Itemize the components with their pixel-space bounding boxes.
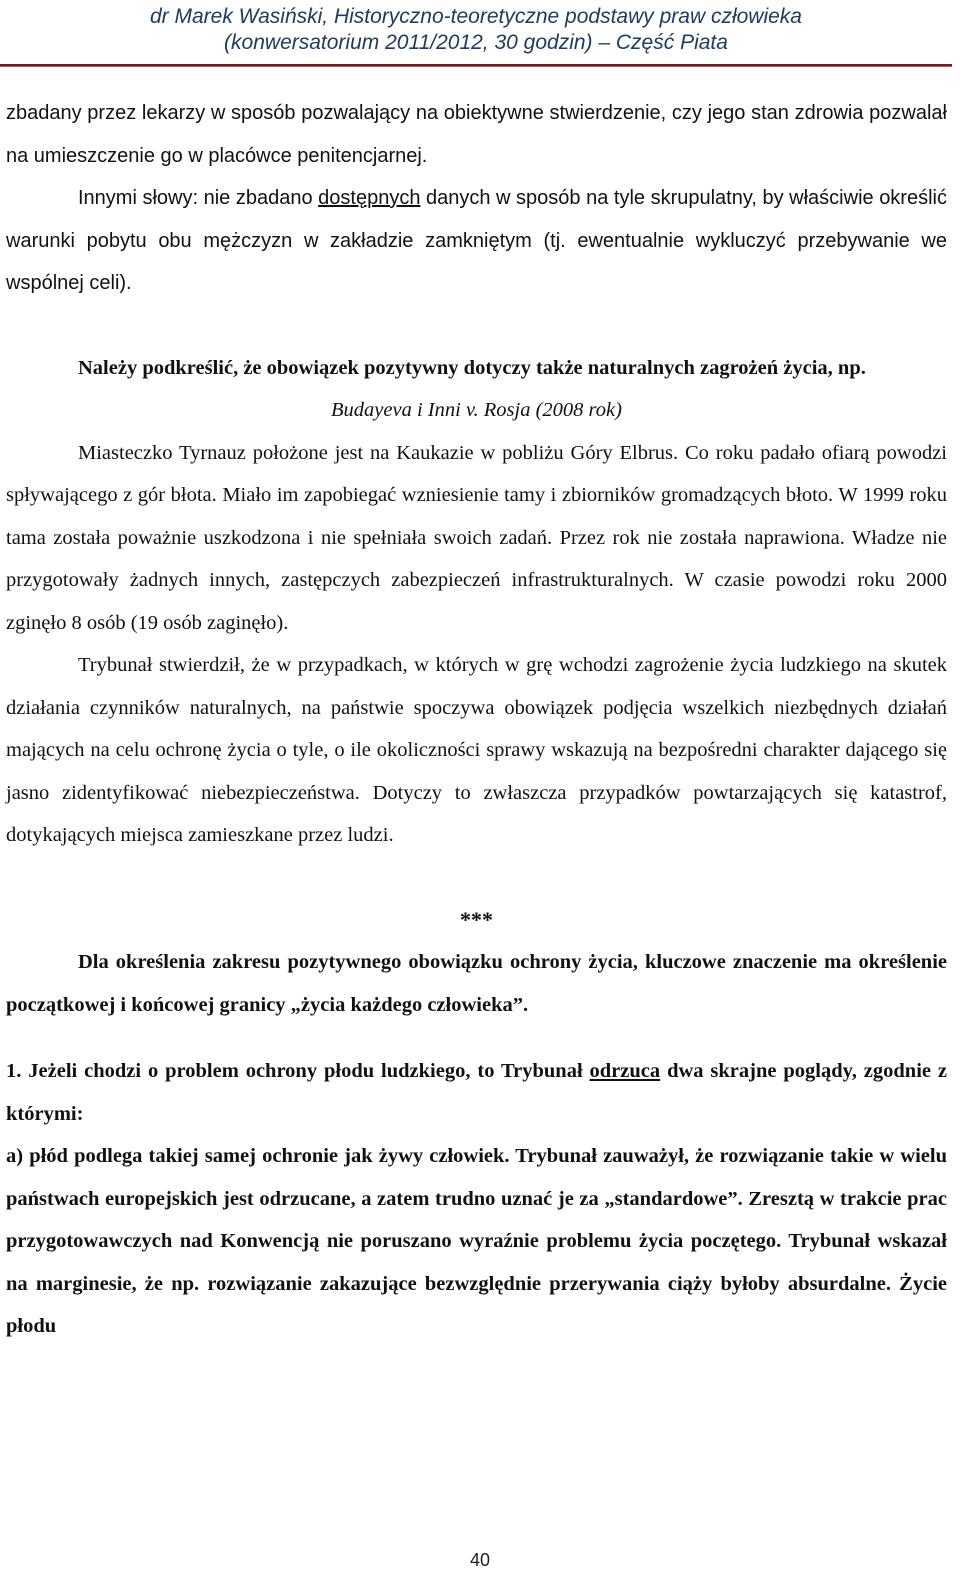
paragraph-emphasis: Należy podkreślić, że obowiązek pozytywny dotyczy także naturalnych zagrożeń życia, np. [78,356,866,379]
text-run: 1. Jeżeli chodzi o problem ochrony płodu ludzkiego, to Trybunał [6,1060,590,1082]
document-body [6,92,947,1348]
spacer [6,1026,947,1050]
paragraph-summary [6,177,947,305]
case-title [6,389,947,432]
header-line-2: (konwersatorium 2011/2012, 30 godzin) – Część Piata [224,31,728,54]
header-divider [0,64,952,67]
underlined-word: dostępnych [318,187,421,209]
paragraph-point-a: a) płód podlega takiej samej ochronie jak żywy człowiek. Trybunał zauważył, że rozwiązanie takie w wielu państwach europejskich jest odrzucane, a zatem trudno uznać je za „standardowe”. Zresztą w trakcie prac przygotowawczych nad Konwencją nie poruszano wyraźnie problemu życia poczętego. Trybunał wskazał na marginesie, że np. rozwiązanie zakazujące bezwzględnie przerywania ciąży byłoby absurdalne. Życie płodu [6,1145,947,1337]
paragraph-point-1 [6,1050,947,1135]
spacer [6,305,947,347]
header-line-1: dr Marek Wasiński, Historyczno-teoretyczne podstawy praw człowieka [149,5,802,28]
text-run: Innymi słowy: nie zbadano [78,187,319,209]
paragraph-case-facts: Miasteczko Tyrnauz położone jest na Kaukazie w pobliżu Góry Elbrus. Co roku padało ofiarą powodzi spływającego z gór błota. Miało im zapobiegać wzniesienie tamy i zbiorników gromadzących błoto. W 1999 roku tama została poważnie uszkodzona i nie spełniała swoich zadań. Przez rok nie została naprawiona. Władze nie przygotowały żadnych innych, zastępczych zabezpieczeń infrastrukturalnych. W czasie powodzi roku 2000 zginęło 8 osób (19 osób zaginęło). [6,441,947,634]
case-parties: Budayeva i Inni v. [331,399,479,421]
page-number: 40 [469,1550,491,1570]
underlined-word: odrzuca [589,1060,661,1082]
paragraph-thesis: Dla określenia zakresu pozytywnego obowiązku ochrony życia, kluczowe znaczenie ma określenie początkowej i końcowej granicy „życia każdego człowieka”. [6,951,947,1016]
page-header [0,0,960,64]
text-run: dwa skrajne poglądy, zgodnie z którymi: [6,1060,947,1125]
paragraph-court-finding: Trybunał stwierdził, że w przypadkach, w których w grę wchodzi zagrożenie życia ludzkiego na skutek działania czynników naturalnych, na państwie spoczywa obowiązek podjęcia wszelkich niezbędnych działań mających na celu ochronę życia o tyle, o ile okoliczności sprawy wskazują na bezpośredni charakter dającego się jasno zidentyfikować niebezpieczeństwa. Dotyczy to zwłaszcza przypadków powtarzających się katastrof, dotykających miejsca zamieszkane przez ludzi. [6,654,947,846]
spacer [6,857,947,899]
case-state-year: Rosja (2008 rok) [478,399,622,421]
paragraph-continuation: zbadany przez lekarzy w sposób pozwalający na obiektywne stwierdzenie, czy jego stan zdrowia pozwalał na umieszczenie go w placówce penitencjarnej. [6,102,947,167]
text-run: danych w sposób na tyle skrupulatny, by właściwie określić warunki pobytu obu mężczyzn w zakładzie zamkniętym (tj. ewentualnie wykluczyć przebywanie we wspólnej celi). [6,187,947,294]
section-separator: *** [460,906,493,932]
